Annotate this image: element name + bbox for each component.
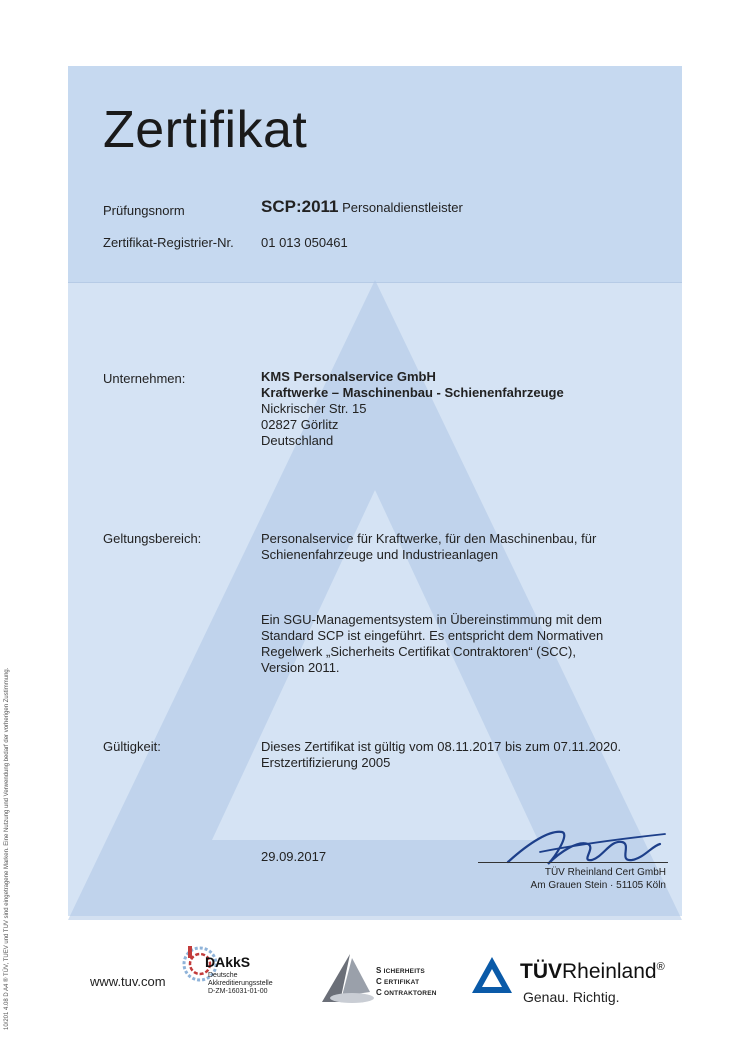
validity-label: Gültigkeit:	[103, 739, 161, 754]
validity-line: Erstzertifizierung 2005	[261, 755, 391, 770]
standard-value	[261, 199, 463, 216]
validity-text	[261, 739, 621, 771]
tuv-slogan: Genau. Richtig.	[523, 989, 620, 1005]
tuv-suffix: Rheinland	[562, 960, 657, 983]
statement-line: Regelwerk „Sicherheits Certifikat Contraktoren“ (SCC),	[261, 644, 576, 659]
scc-logo-icon	[318, 952, 378, 1006]
standard-name: Personaldienstleister	[342, 200, 463, 215]
page-title: Zertifikat	[103, 101, 308, 159]
scc-wordmark	[376, 966, 437, 999]
statement-line: Ein SGU-Managementsystem in Übereinstimmung mit dem	[261, 612, 603, 627]
validity-line: Dieses Zertifikat ist gültig vom 08.11.2017 bis zum 07.11.2020.	[261, 739, 622, 754]
dakks-details	[208, 972, 273, 996]
scc-word: ERTIFIKAT	[384, 979, 420, 986]
scc-initial: S	[376, 966, 382, 975]
signature	[500, 822, 670, 872]
signature-line	[478, 862, 668, 863]
issuer-block	[478, 866, 666, 892]
tuv-wordmark	[520, 960, 665, 984]
dakks-line: D-ZM-16031-01-00	[208, 988, 268, 995]
company-block	[261, 369, 564, 449]
website-url: www.tuv.com	[90, 974, 166, 989]
scc-initial: C	[376, 988, 382, 997]
dakks-name: DAkkS	[205, 954, 251, 970]
dakks-line: Deutsche	[208, 972, 238, 979]
scope-line: Personalservice für Kraftwerke, für den Maschinenbau, für	[261, 531, 597, 546]
scc-initial: C	[376, 977, 382, 986]
statement-line: Standard SCP ist eingeführt. Es entspricht dem Normativen	[261, 628, 604, 643]
side-legal-note: 10/201 4.08 D A4 ® TÜV, TUEV und TUV sind eingetragene Marken. Eine Nutzung und Verwendung bedarf der vorherigen Zustimmung.	[4, 667, 10, 1030]
registered-mark: ®	[656, 961, 665, 973]
registration-number: 01 013 050461	[261, 235, 348, 250]
registration-label: Zertifikat-Registrier-Nr.	[103, 235, 234, 250]
standard-code: SCP:2011	[261, 197, 339, 216]
company-street: Nickrischer Str. 15	[261, 401, 367, 416]
statement-text	[261, 612, 603, 676]
tuv-prefix: TÜV	[520, 960, 562, 983]
scc-word: ICHERHEITS	[383, 968, 425, 975]
company-name: KMS Personalservice GmbH	[261, 369, 436, 384]
scope-label: Geltungsbereich:	[103, 531, 202, 546]
scope-text	[261, 531, 596, 563]
scc-word: ONTRAKTOREN	[384, 990, 437, 997]
issue-date: 29.09.2017	[261, 849, 327, 864]
tuv-triangle-icon	[470, 955, 514, 995]
scope-line: Schienenfahrzeuge und Industrieanlagen	[261, 547, 499, 562]
issuer-address: Am Grauen Stein · 51105 Köln	[530, 880, 666, 891]
company-subtitle: Kraftwerke – Maschinenbau - Schienenfahrzeuge	[261, 385, 564, 400]
company-label: Unternehmen:	[103, 371, 186, 386]
company-country: Deutschland	[261, 433, 334, 448]
statement-line: Version 2011.	[261, 660, 340, 675]
company-city: 02827 Görlitz	[261, 417, 339, 432]
issuer-name: TÜV Rheinland Cert GmbH	[544, 867, 666, 878]
standard-label: Prüfungsnorm	[103, 203, 185, 218]
dakks-line: Akkreditierungsstelle	[208, 980, 273, 987]
